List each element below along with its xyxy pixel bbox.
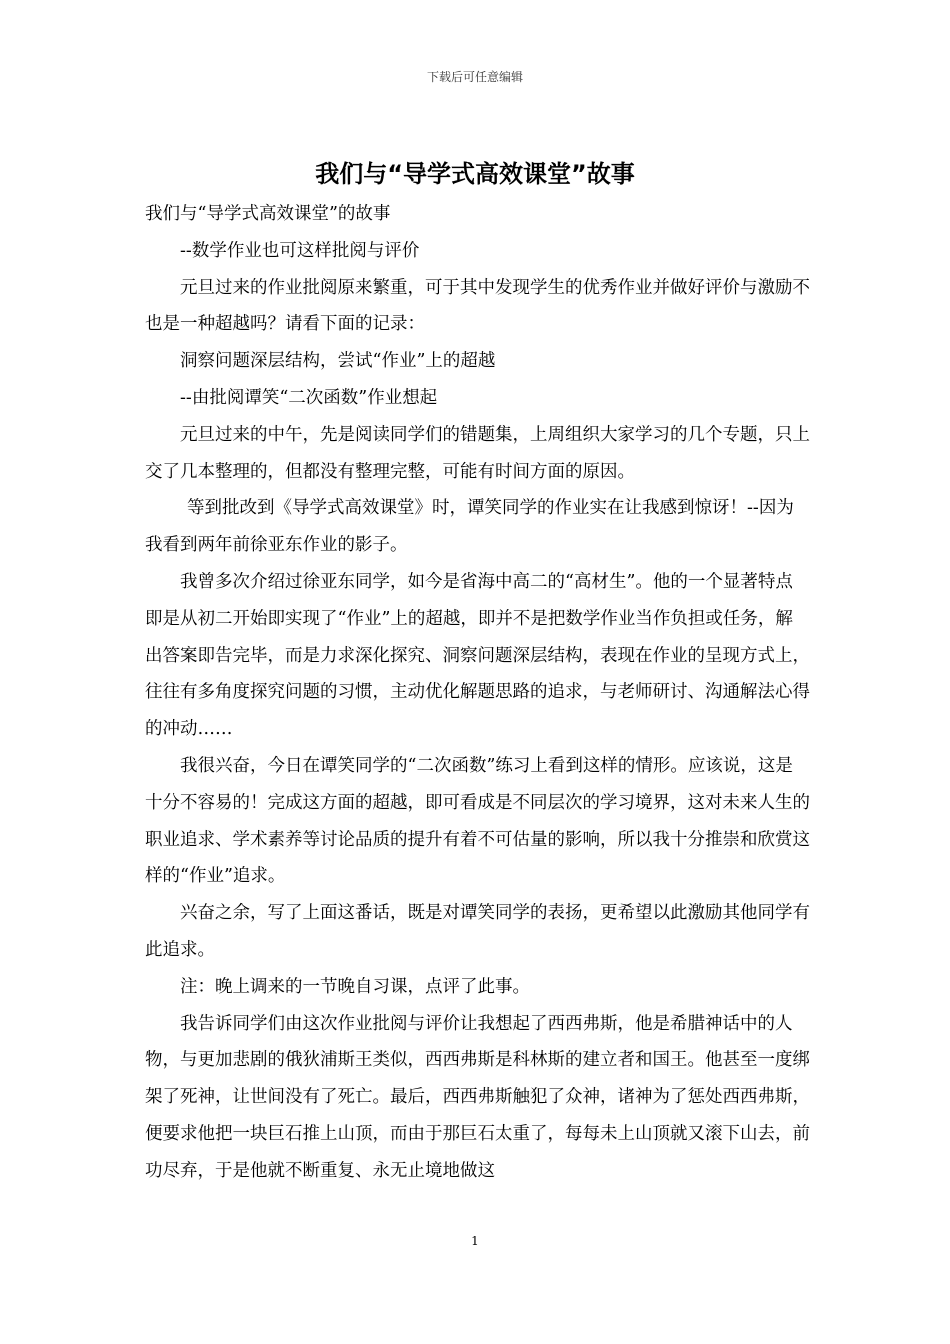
section-heading-paragraph: 洞察问题深层结构，尝试“作业”上的超越 xyxy=(180,351,496,372)
note-paragraph: 注：晚上调来的一节晚自习课，点评了此事。 xyxy=(180,976,530,997)
body-paragraph: 元旦过来的作业批阅原来繁重，可于其中发现学生的优秀作业并做好评价与激励不也是一种超越吗？请看下面的记录： xyxy=(145,277,810,335)
body-paragraph: 兴奋之余，写了上面这番话，既是对谭笑同学的表扬，更希望以此激励其他同学有此追求。 xyxy=(145,903,810,960)
subheading-paragraph: --数学作业也可这样批阅与评价 xyxy=(180,240,420,261)
body-paragraph: 等到批改到《导学式高效课堂》时，谭笑同学的作业实在让我感到惊讶！--因为我看到两年前徐亚东作业的影子。 xyxy=(145,498,794,556)
body-paragraph: 我告诉同学们由这次作业批阅与评价让我想起了西西弗斯，他是希腊神话中的人物，与更加悲剧的俄狄浦斯王类似，西西弗斯是科林斯的建立者和国王。他甚至一度绑架了死神，让世间没有了死亡。最后，西西弗斯触犯了众神，诸神为了惩处西西弗斯，便要求他把一块巨石推上山顶，而由于那巨石太重了，每每未上山顶就又滚下山去，前功尽弃，于是他就不断重复、永无止境地做这 xyxy=(145,1013,810,1181)
page-number: 1 xyxy=(471,1234,479,1248)
body-paragraph: 元旦过来的中午，先是阅读同学们的错题集，上周组织大家学习的几个专题，只上交了几本整理的，但都没有整理完整，可能有时间方面的原因。 xyxy=(145,424,810,482)
subtitle-paragraph: 我们与“导学式高效课堂”的故事 xyxy=(145,204,391,224)
section-subheading-paragraph: --由批阅谭笑“二次函数”作业想起 xyxy=(180,387,438,408)
page-title: 我们与“导学式高效课堂”故事 xyxy=(315,160,635,188)
header-note: 下载后可任意编辑 xyxy=(426,70,523,84)
body-paragraph: 我很兴奋，今日在谭笑同学的“二次函数”练习上看到这样的情形。应该说，这是十分不容易的！完成这方面的超越，即可看成是不同层次的学习境界，这对未来人生的职业追求、学术素养等讨论品质的提升有着不可估量的影响，所以我十分推崇和欣赏这样的“作业”追求。 xyxy=(145,755,810,887)
document-body xyxy=(145,196,810,1190)
body-paragraph: 我曾多次介绍过徐亚东同学，如今是省海中高二的“高材生”。他的一个显著特点即是从初二开始即实现了“作业”上的超越，即并不是把数学作业当作负担或任务，解出答案即告完毕，而是力求深化探究、洞察问题深层结构，表现在作业的呈现方式上，往往有多角度探究问题的习惯，主动优化解题思路的追求，与老师研讨、沟通解法心得的冲动…… xyxy=(145,571,810,740)
